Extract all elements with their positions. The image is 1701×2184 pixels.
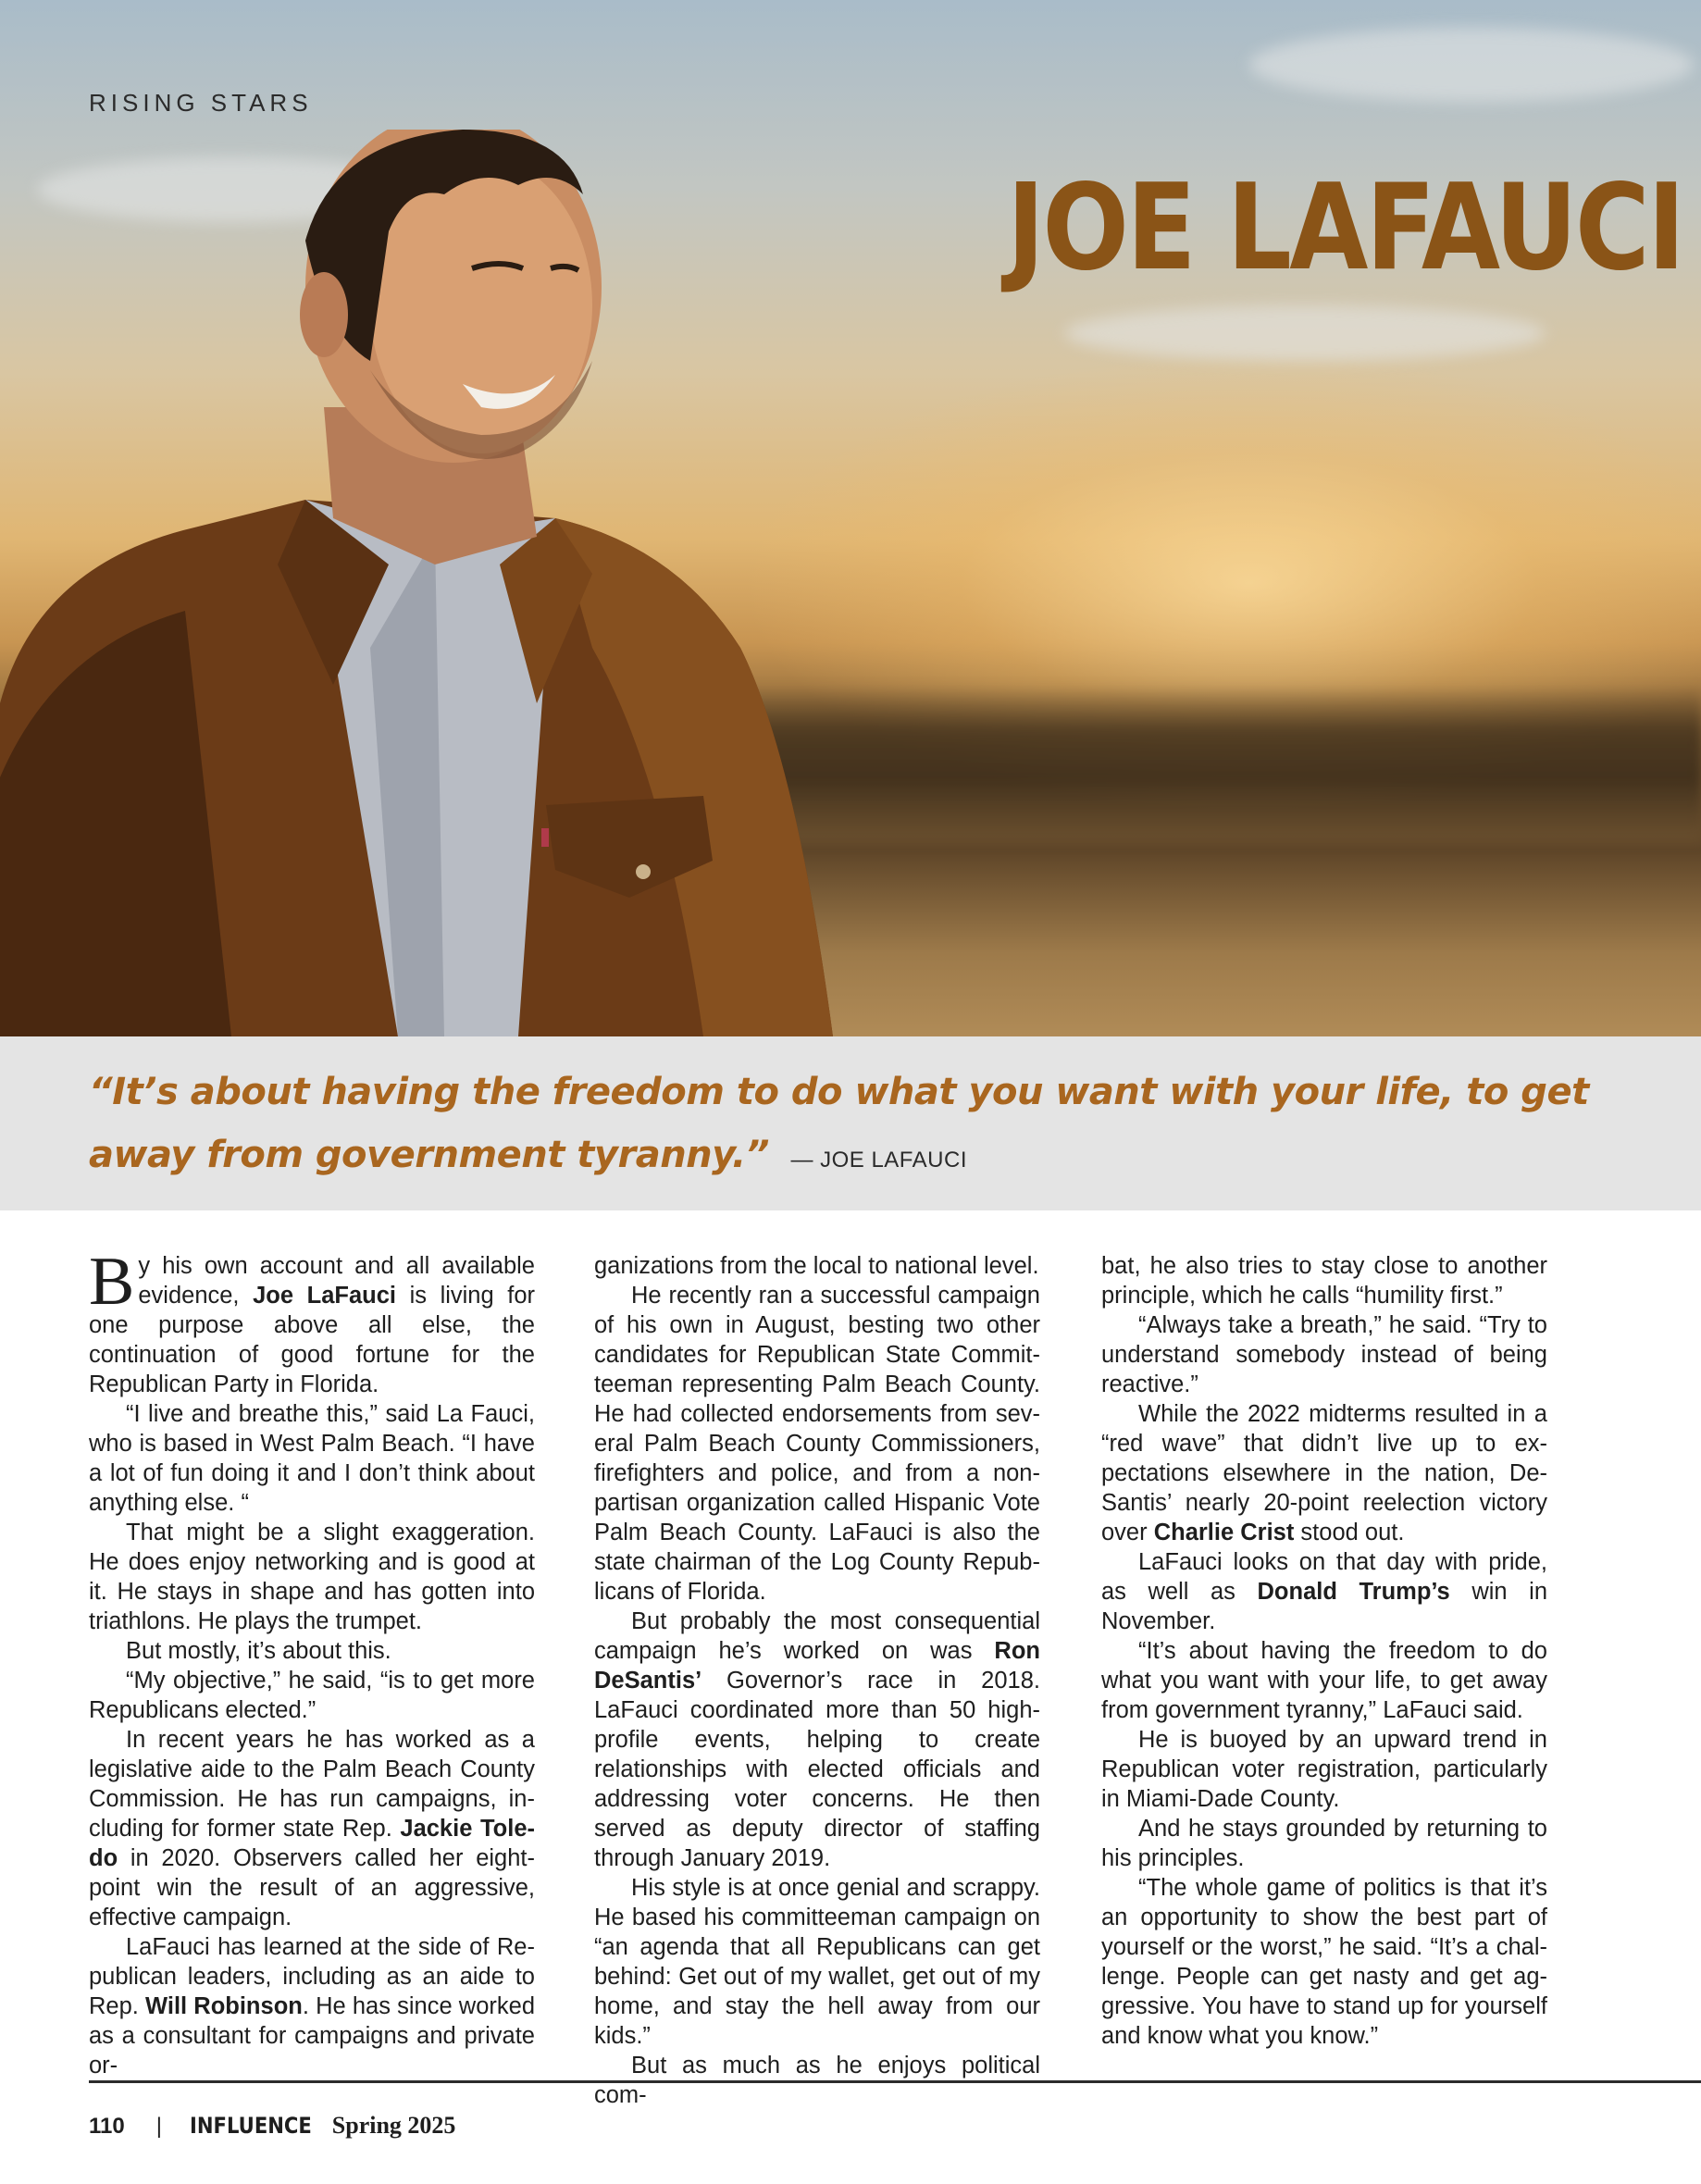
paragraph [1101,1547,1547,1636]
paragraph: ganizations from the local to national level. [594,1253,1039,1279]
text-run: . He has since worked as a consultant for campaigns and private or- [89,1993,536,2079]
text-run: is living for one purpose above all else, the continuation of good fortune for the Republican Party in Florida. [89,1283,536,1397]
paragraph: “The whole game of politics is that it’s an opportunity to show the best part of yourself or the worst,” he said. “It’s a challenge. People can get nasty and get aggressive. You have to stand up for yourself and know what you know.” [1101,1875,1547,2049]
text-run: Governor’s race in 2018. LaFauci coordinated more than 50 high-profile events, helping to create relationships with elected officials and addressing voter concerns. He then served as deputy director of staffing through January 2019. [594,1668,1040,1871]
paragraph [89,1725,535,1932]
paragraph: “Always take a breath,” he said. “Try to understand somebody instead of being reactive.” [1101,1312,1547,1397]
paragraph: “My objective,” he said, “is to get more Republicans elected.” [89,1668,535,1723]
paragraph [89,1244,536,1399]
footer-separator: | [155,2114,162,2139]
name-highlight: Will Robinson [145,1993,303,2019]
paragraph: “It’s about having the freedom to do what you want with your life, to get away from government tyranny,” LaFauci said. [1101,1638,1547,1723]
name-highlight: Joe LaFauci [253,1283,396,1309]
name-highlight: Ron DeSantis’ [594,1638,1040,1694]
paragraph: That might be a slight exaggeration. He does enjoy networking and is good at it. He stays in shape and has gotten into triathlons. He plays the trumpet. [89,1520,535,1634]
page-footer [89,2112,455,2140]
article-column-2 [594,1251,1040,2110]
section-kicker: RISING STARS [89,89,313,117]
paragraph [1101,1399,1547,1547]
pull-quote-attribution: — JOE LAFAUCI [790,1148,967,1173]
issue-label: Spring 2025 [331,2112,456,2139]
cloud [1249,28,1694,102]
footer-rule [89,2080,1701,2083]
text-run: In recent years he has worked as a legislative aide to the Palm Beach County Commission. He has run campaigns, including for former state Rep. [89,1727,535,1842]
page-number: 110 [89,2114,125,2139]
paragraph: But mostly, it’s about this. [126,1638,391,1664]
paragraph: bat, he also tries to stay close to another principle, which he calls “humility first.” [1101,1253,1547,1309]
article-column-1 [89,1244,536,2080]
page-title: JOE LAFAUCI [1007,159,1683,297]
text-run: LaFauci has learned at the side of Republican leaders, including as an aide to Rep. [89,1934,535,2019]
article-column-3 [1101,1251,1547,2051]
text-run: y his own account and all available evidence, [138,1253,535,1309]
text-run: But probably the most consequential campaign he’s worked on was [594,1608,1040,1664]
magazine-name: INFLUENCE [189,2113,312,2139]
text-run: win in November. [1101,1579,1548,1634]
name-highlight: Charlie Crist [1153,1520,1295,1545]
paragraph [89,1932,535,2080]
hero-photo [0,0,1701,1036]
name-highlight: Jackie Toledo [89,1816,536,1871]
text-run: While the 2022 midterms resulted in a “red wave” that didn’t live up to expectations elsewhere in the nation, DeSantis’ nearly 20-point reelection victory over [1101,1401,1547,1545]
name-highlight: Donald Trump’s [1257,1579,1450,1605]
paragraph: He is buoyed by an upward trend in Republican voter registration, particularly in Miami-Dade County. [1101,1727,1547,1812]
portrait-illustration [0,130,888,1036]
paragraph: But as much as he enjoys political com- [594,2053,1040,2108]
paragraph: And he stays grounded by returning to his principles. [1101,1816,1547,1871]
pull-quote [89,1061,1625,1192]
pull-quote-text: “It’s about having the freedom to do what you want with your life, to get away from government tyranny.” [89,1071,1589,1176]
paragraph: His style is at once genial and scrappy. He based his committeeman campaign on “an agenda that all Republicans can get behind: Get out of my wallet, get out of my home, and stay the hell away from our kids.” [594,1875,1040,2049]
text-run: stood out. [1294,1520,1405,1545]
paragraph [594,1607,1040,1873]
text-run: in 2020. Observers called her eight-point win the result of an aggressive, effective campaign. [89,1845,535,1930]
paragraph: He recently ran a successful campaign of his own in August, besting two other candidates for Republican State Committeeman representing Palm Beach County. He had collected endorsements from several Palm Beach County Commissioners, firefighters and police, and from a nonpartisan organization called Hispanic Vote Palm Beach County. LaFauci is also the state chairman of the Log County Republicans of Florida. [594,1283,1040,1605]
text-run: LaFauci looks on that day with pride, as well as [1101,1549,1547,1605]
paragraph: “I live and breathe this,” said La Fauci, who is based in West Palm Beach. “I have a lot of fun doing it and I don’t think about anything else. “ [89,1401,535,1516]
drop-cap: B [89,1244,135,1320]
